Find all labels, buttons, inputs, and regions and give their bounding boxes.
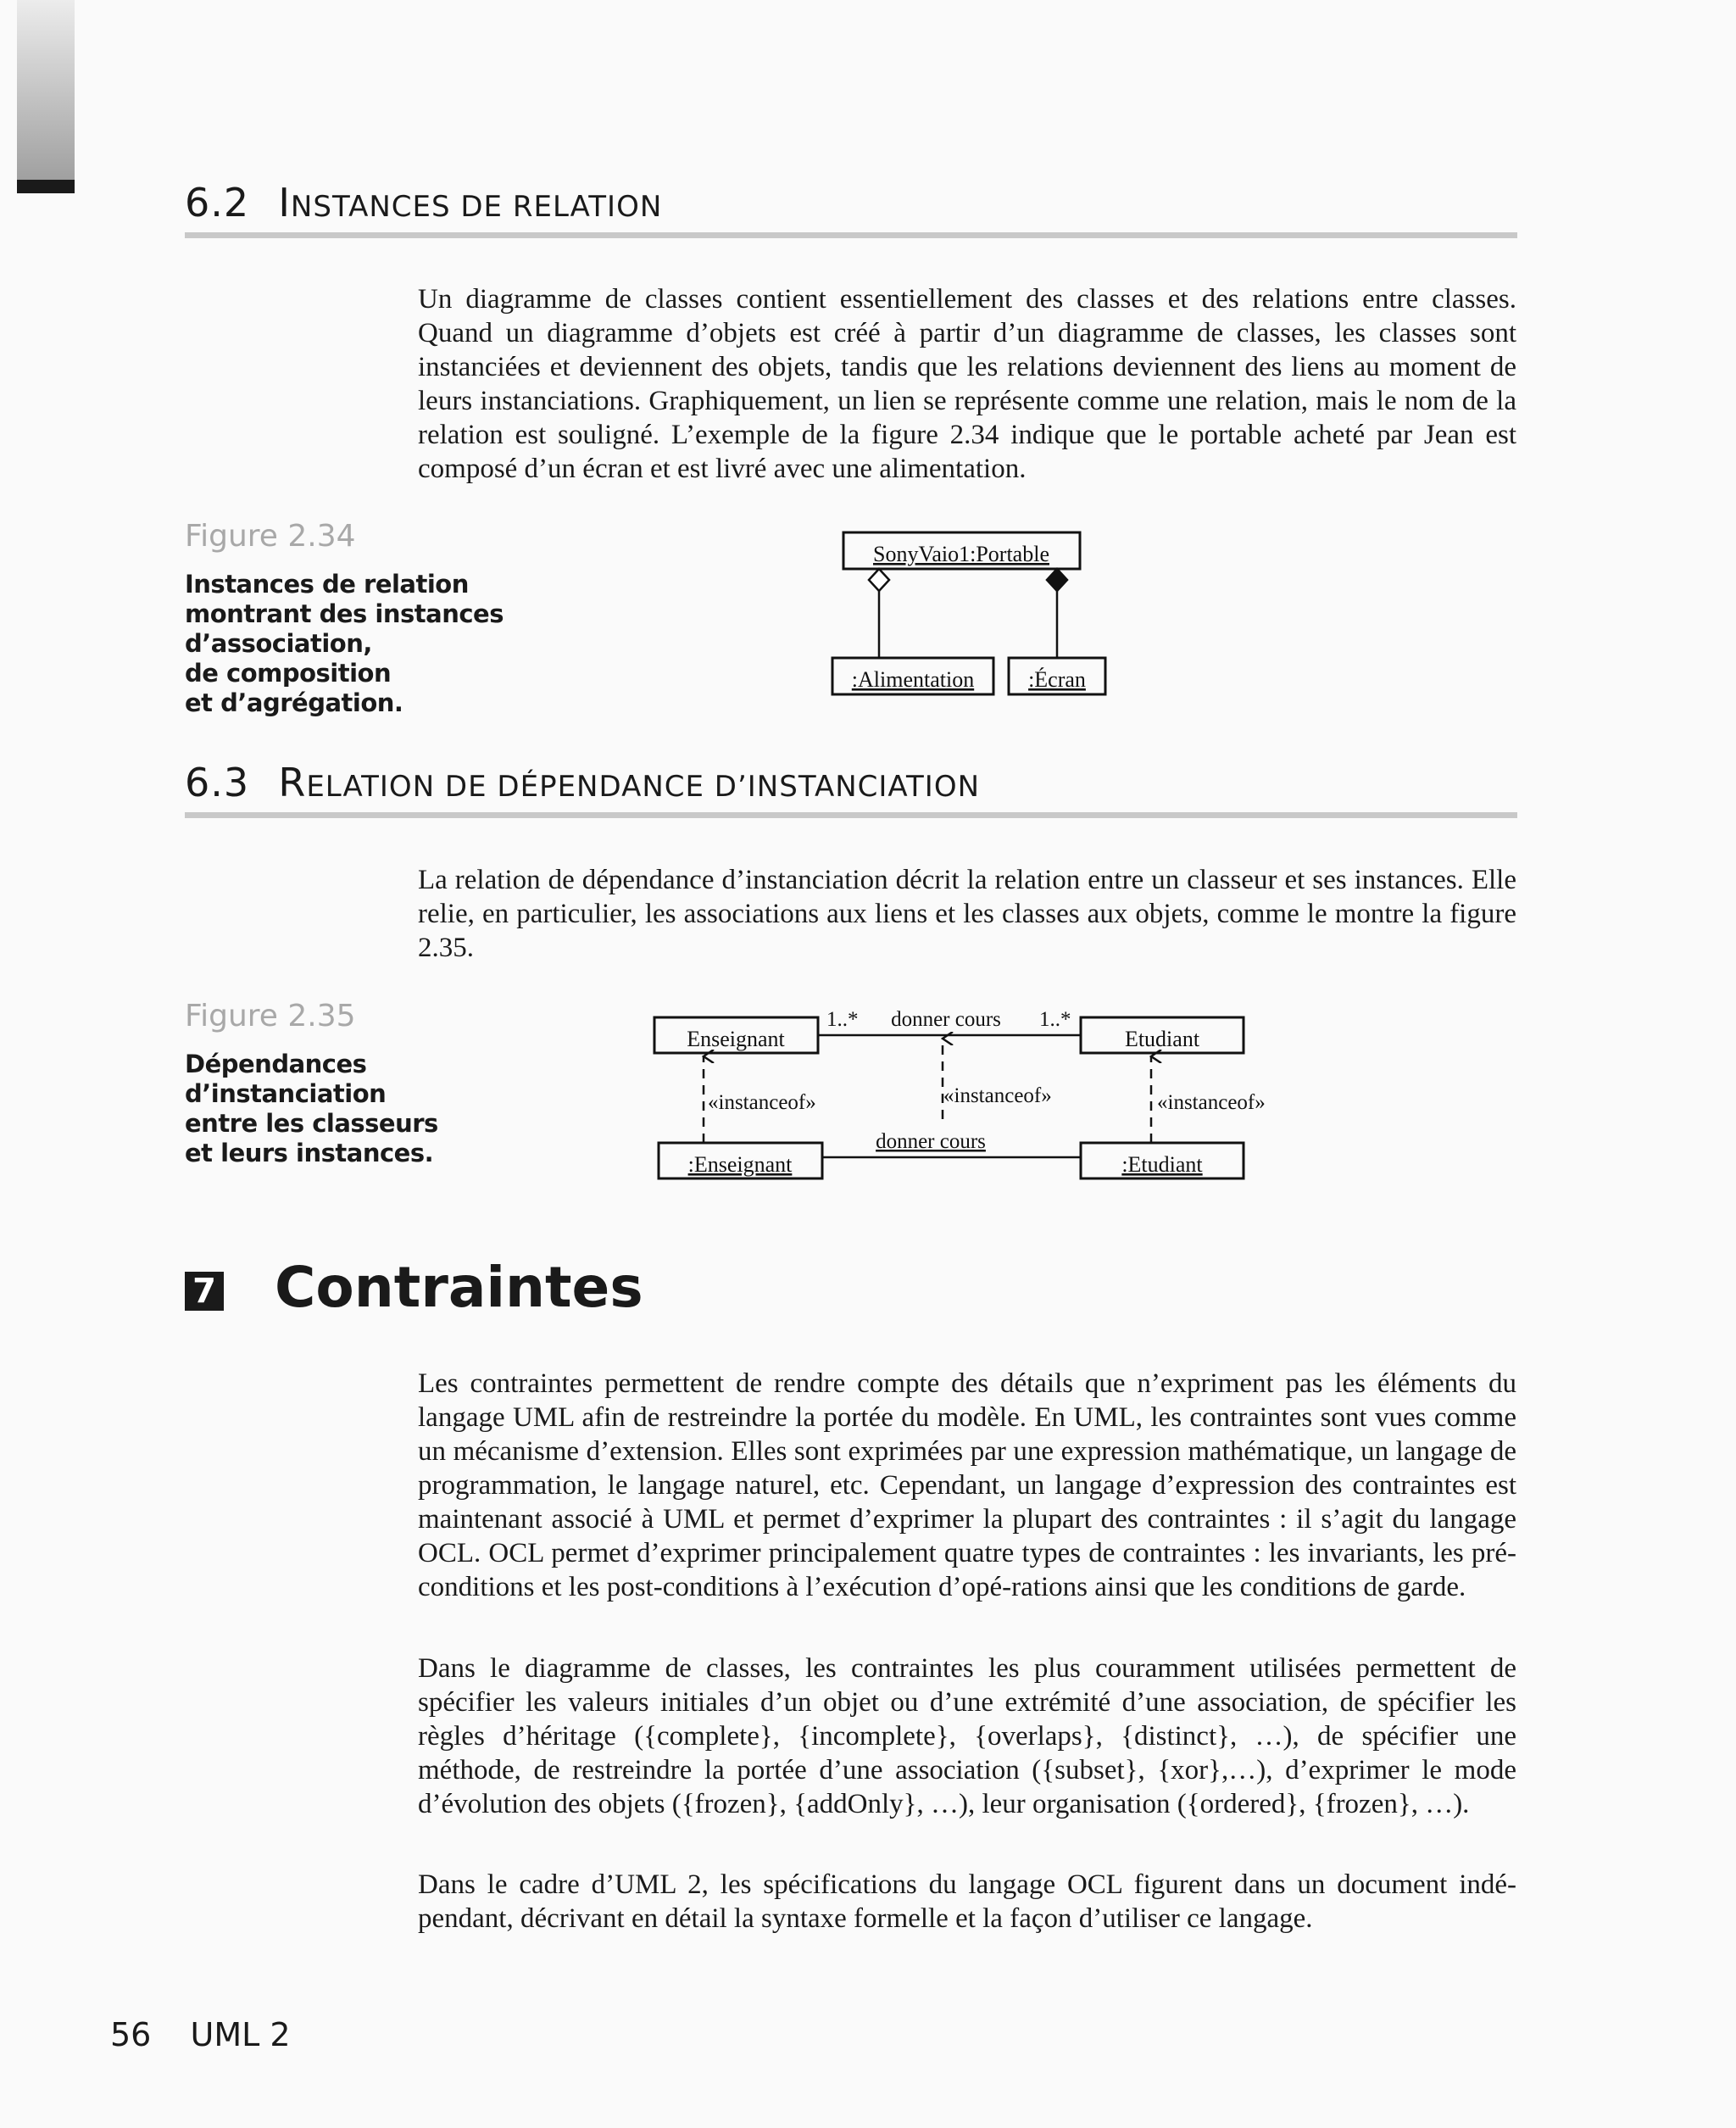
section-initial: I — [278, 180, 291, 226]
thumb-tab-bar — [17, 180, 75, 193]
paragraph-7-c: Dans le cadre d’UML 2, les spécifications du langage OCL figurent dans un document indé-pendant, décrivant en détail la syntaxe formelle et la façon d’utiliser ce langage. — [418, 1869, 1516, 1934]
portable-label: SonyVaio1:Portable — [873, 542, 1049, 566]
section-heading-6-2 — [185, 180, 662, 226]
etudiant-class-label: Etudiant — [1124, 1027, 1200, 1051]
paragraph-6-2: Un diagramme de classes contient essentiellement des classes et des relations entre classes. Quand un diagramme d’objets est créé à partir d’un diagramme de classes, les classes sont instanciées et deviennent des objets, tandis que les relations deviennent des liens au moment de leurs instanciations. Graphiquement, un lien se représente comme une relation, mais le nom de la relation est souligné. L’exemple de la figure 2.34 indique que le portable acheté par Jean est composé d’un écran et est livré avec une alimentation. — [418, 284, 1516, 484]
figure-label-2-34: Figure 2.34 — [185, 519, 356, 554]
book-title: UML 2 — [190, 2016, 291, 2053]
alimentation-label: :Alimentation — [851, 667, 975, 692]
thumb-tab — [17, 0, 75, 180]
instanceof-label-left: «instanceof» — [708, 1091, 816, 1114]
chapter-title: Contraintes — [275, 1255, 643, 1320]
association-name: donner cours — [891, 1008, 1001, 1031]
figure-2-35-diagram — [644, 1000, 1305, 1183]
figure-caption-2-34: Instances de relation montrant des instances d’association, de composition et d’agrégation. — [185, 570, 504, 717]
section-number: 6.2 — [185, 180, 250, 226]
etudiant-object-label: :Etudiant — [1121, 1152, 1203, 1177]
multiplicity-left: 1..* — [826, 1008, 859, 1031]
paragraph-7-a: Les contraintes permettent de rendre compte des détails que n’expriment pas les éléments du langage UML afin de restreindre la portée du modèle. En UML, les contraintes sont vues comme un mécanisme d’extension. Elles sont exprimées par une expression mathématique, un langage de programmation, le langage naturel, etc. Cependant, un langage d’expression des contraintes est maintenant associé à UML et permet d’exprimer la plupart des contraintes : il s’agit du langage OCL. OCL permet d’exprimer principalement quatre types de contraintes : les invariants, les pré-conditions et les post-conditions à l’exécution d’opé-rations ainsi que les conditions de garde. — [418, 1368, 1516, 1602]
section-number: 6.3 — [185, 760, 250, 805]
multiplicity-right: 1..* — [1039, 1008, 1071, 1031]
section-rule — [185, 232, 1517, 238]
figure-label-2-35: Figure 2.35 — [185, 999, 356, 1033]
figure-2-34-diagram — [814, 526, 1136, 704]
page-footer — [110, 2016, 291, 2053]
paragraph-7-b: Dans le diagramme de classes, les contraintes les plus couramment utilisées permettent de spécifier les valeurs initiales d’un objet ou d’une extrémité d’une association, de spécifier les règles d’héritage ({complete}, {incomplete}, {overlaps}, {distinct}, …), de spécifier une méthode, de restreindre la portée d’une association ({subset}, {xor},…), d’exprimer le mode d’évolution des objets ({frozen}, {addOnly}, …), leur organisation ({ordered}, {frozen}, …). — [418, 1653, 1516, 1819]
aggregation-diamond — [869, 569, 889, 591]
section-initial: R — [278, 760, 307, 805]
section-title-rest: NSTANCES DE RELATION — [290, 190, 663, 224]
composition-diamond — [1047, 569, 1067, 591]
enseignant-object-label: :Enseignant — [687, 1152, 793, 1177]
section-heading-6-3 — [185, 760, 980, 805]
figure-caption-2-35: Dépendances d’instanciation entre les classeurs et leurs instances. — [185, 1050, 438, 1167]
page-number: 56 — [110, 2016, 152, 2053]
chapter-number: 7 — [185, 1272, 224, 1311]
section-rule — [185, 812, 1517, 818]
ecran-label: :Écran — [1028, 667, 1086, 692]
section-title-rest: ELATION DE DÉPENDANCE D’INSTANCIATION — [306, 770, 981, 804]
link-name: donner cours — [876, 1130, 986, 1153]
paragraph-6-3: La relation de dépendance d’instanciation décrit la relation entre un classeur et ses instances. Elle relie, en particulier, les associations aux liens et les classes aux objets, comme le montre la figure 2.35. — [418, 865, 1516, 963]
instanceof-label-middle: «instanceof» — [943, 1084, 1052, 1107]
enseignant-class-label: Enseignant — [687, 1027, 785, 1051]
instanceof-label-right: «instanceof» — [1157, 1091, 1266, 1114]
